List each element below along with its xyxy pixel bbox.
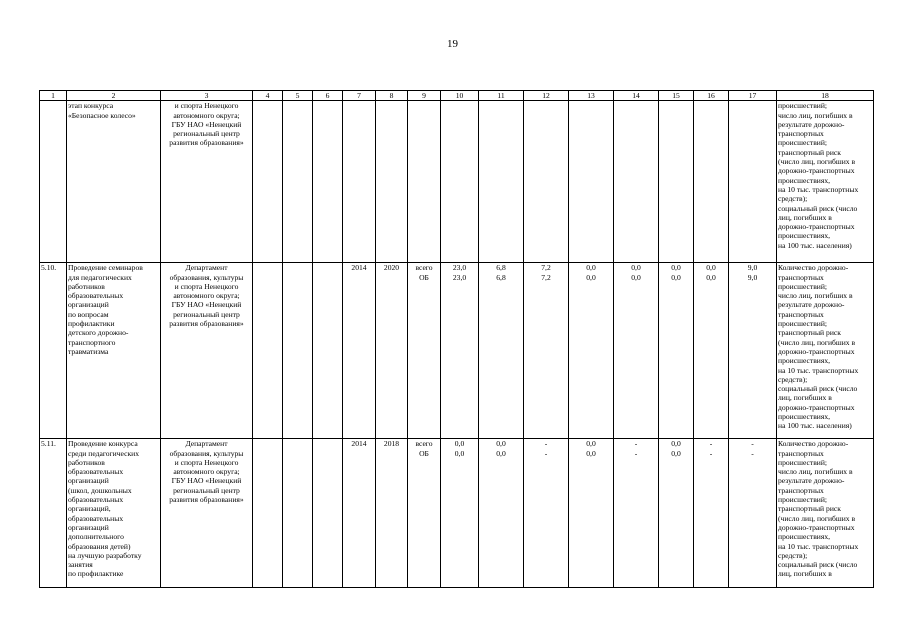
amount-value: 0,0	[454, 448, 465, 458]
empty-cell	[283, 101, 313, 263]
amount-value: 23,0	[452, 263, 467, 273]
amount-value: -	[709, 448, 713, 458]
indicator-line: результате дорожно-	[778, 119, 845, 129]
indicator-line: происшествиях,	[778, 175, 831, 185]
empty-cell	[253, 439, 283, 588]
amount-value: 0,0	[454, 439, 465, 449]
column-header: 17	[729, 91, 777, 101]
measure-name-line: профилактики	[68, 319, 115, 329]
column-header: 13	[569, 91, 614, 101]
executor-line: образования, культуры	[169, 272, 244, 282]
amount-value: 0,0	[631, 272, 641, 282]
measure-name-line: детского дорожно-	[68, 328, 129, 338]
column-header: 8	[376, 91, 408, 101]
amount-cell	[694, 439, 729, 588]
amount-value: 0,0	[671, 448, 681, 458]
amount-cell	[729, 439, 777, 588]
measure-name-line: образовательных	[68, 291, 124, 301]
funding-source	[408, 439, 441, 588]
indicator-line: транспортных	[778, 129, 824, 139]
amount-cell	[569, 101, 614, 263]
amount-value: 0,0	[671, 263, 681, 273]
funding-source	[408, 263, 441, 439]
funding-source	[408, 101, 441, 263]
indicator-line: происшествий;	[778, 101, 828, 111]
amount-cell	[524, 439, 569, 588]
executor	[161, 263, 253, 439]
indicator-line: результате дорожно-	[778, 476, 845, 486]
funding-source-line: ОБ	[419, 272, 429, 282]
indicator-line: транспортных	[778, 272, 824, 282]
indicator-line: транспортных	[778, 448, 824, 458]
measure-name-line: образовательных	[68, 495, 124, 505]
amount-value: -	[634, 439, 638, 449]
amount-cell	[659, 101, 694, 263]
amount-cell	[694, 263, 729, 439]
amount-cell	[441, 263, 479, 439]
executor	[161, 439, 253, 588]
executor-line: развития образования»	[169, 138, 244, 148]
executor-line: развития образования»	[169, 495, 244, 505]
amount-cell	[524, 263, 569, 439]
indicator-line: социальный риск (число	[778, 384, 858, 394]
indicator-line: результате дорожно-	[778, 300, 845, 310]
indicator-line: число лиц, погибших в	[778, 291, 853, 301]
indicators	[777, 439, 874, 588]
column-header: 1	[40, 91, 67, 101]
empty-cell	[313, 101, 343, 263]
executor-line: образования, культуры	[169, 448, 244, 458]
amount-cell	[694, 101, 729, 263]
measure-name-line: образовательных	[68, 513, 124, 523]
empty-cell	[283, 263, 313, 439]
amount-value: -	[709, 439, 713, 449]
table-row	[40, 101, 874, 263]
header-row	[40, 91, 874, 101]
empty-cell	[283, 439, 313, 588]
indicator-line: дорожно-транспортных	[778, 402, 855, 412]
item-number: 5.11.	[40, 439, 67, 588]
empty-cell	[253, 101, 283, 263]
executor-line: ГБУ НАО «Ненецкий	[171, 476, 242, 486]
measure-name-line: образования детей)	[68, 541, 131, 551]
amount-value: -	[544, 439, 548, 449]
empty-cell	[313, 263, 343, 439]
amount-value: -	[751, 439, 754, 449]
amount-value: 0,0	[671, 439, 681, 449]
funding-source-line: всего	[415, 263, 433, 273]
indicator-line: Количество дорожно-	[778, 439, 849, 449]
measure-name-line: на лучшую разработку	[68, 550, 142, 560]
measure-name-line: транспортного	[68, 337, 116, 347]
executor-line: развития образования»	[169, 319, 244, 329]
measure-name-line: работников	[68, 281, 105, 291]
indicator-line: социальный риск (число	[778, 203, 858, 213]
amount-value: 7,2	[541, 263, 551, 273]
indicators	[777, 263, 874, 439]
measure-name-line: этап конкурса	[68, 101, 114, 111]
measure-name-line: по профилактике	[68, 569, 124, 579]
measure-name-line: организаций	[68, 300, 109, 310]
indicator-line: (число лиц, погибших в	[778, 513, 856, 523]
measure-name-line: травматизма	[68, 346, 109, 356]
indicator-line: дорожно-транспортных	[778, 346, 855, 356]
column-header: 5	[283, 91, 313, 101]
indicator-line: происшествиях,	[778, 532, 831, 542]
table-row	[40, 439, 874, 588]
end-year	[376, 101, 408, 263]
executor-line: и спорта Ненецкого	[174, 457, 239, 467]
column-header: 2	[67, 91, 161, 101]
empty-cell	[313, 439, 343, 588]
amount-value: 0,0	[586, 263, 596, 273]
column-header: 3	[161, 91, 253, 101]
amount-cell	[729, 263, 777, 439]
amount-value: 6,8	[496, 263, 506, 273]
amount-cell	[479, 439, 524, 588]
page-number: 19	[447, 38, 458, 50]
amount-value: 9,0	[747, 263, 758, 273]
indicator-line: на 100 тыс. населения)	[778, 240, 852, 250]
column-header: 14	[614, 91, 659, 101]
indicator-line: происшествий;	[778, 457, 828, 467]
executor	[161, 101, 253, 263]
measure-name-line: (школ, дошкольных	[68, 485, 132, 495]
indicator-line: дорожно-транспортных	[778, 166, 855, 176]
indicator-line: происшествиях,	[778, 231, 831, 241]
program-table	[39, 90, 874, 588]
amount-cell	[479, 263, 524, 439]
start-year	[343, 101, 376, 263]
measure-name-line: среди педагогических	[68, 448, 140, 458]
executor-line: региональный центр	[173, 309, 240, 319]
indicator-line: происшествий;	[778, 495, 828, 505]
amount-value: 0,0	[671, 272, 681, 282]
executor-line: региональный центр	[173, 129, 240, 139]
measure-name-line: «Безопасное колесо»	[68, 110, 136, 120]
amount-value: 0,0	[586, 448, 596, 458]
indicator-line: транспортный риск	[778, 504, 841, 514]
column-header: 11	[479, 91, 524, 101]
indicator-line: транспортный риск	[778, 328, 841, 338]
indicator-line: происшествий;	[778, 319, 828, 329]
empty-cell	[253, 263, 283, 439]
indicator-line: лиц, погибших в	[778, 569, 832, 579]
measure-name-line: дополнительного	[68, 532, 124, 542]
amount-value: 0,0	[706, 263, 716, 273]
measure-name	[67, 101, 161, 263]
amount-value: 23,0	[452, 272, 467, 282]
indicator-line: на 10 тыс. транспортных	[778, 365, 859, 375]
indicator-line: средств);	[778, 374, 808, 384]
amount-cell	[614, 263, 659, 439]
measure-name-line: для педагогических	[68, 272, 132, 282]
amount-cell	[441, 439, 479, 588]
end-year: 2020	[376, 263, 408, 439]
measure-name-line: по вопросам	[68, 309, 109, 319]
indicator-line: дорожно-транспортных	[778, 522, 855, 532]
amount-value: 0,0	[496, 448, 506, 458]
end-year: 2018	[376, 439, 408, 588]
column-header: 15	[659, 91, 694, 101]
executor-line: автономного округа;	[173, 467, 240, 477]
indicator-line: (число лиц, погибших в	[778, 157, 856, 167]
indicator-line: транспортных	[778, 485, 824, 495]
executor-line: Департамент	[185, 263, 228, 273]
item-number	[40, 101, 67, 263]
executor-line: и спорта Ненецкого	[174, 281, 239, 291]
measure-name-line: образовательных	[68, 467, 124, 477]
executor-line: и спорта Ненецкого	[174, 101, 239, 111]
executor-line: автономного округа;	[173, 291, 240, 301]
measure-name-line: Проведение семинаров	[68, 263, 143, 273]
indicator-line: на 100 тыс. населения)	[778, 421, 852, 431]
executor-line: региональный центр	[173, 485, 240, 495]
executor-line: ГБУ НАО «Ненецкий	[171, 300, 242, 310]
measure-name-line: организаций,	[68, 504, 111, 514]
table-row	[40, 263, 874, 439]
measure-name-line: Проведение конкурса	[68, 439, 138, 449]
amount-cell	[659, 263, 694, 439]
measure-name	[67, 439, 161, 588]
amount-value: 9,0	[747, 272, 758, 282]
column-header: 10	[441, 91, 479, 101]
amount-value: -	[634, 448, 638, 458]
indicator-line: происшествий;	[778, 281, 828, 291]
funding-source-line: всего	[415, 439, 433, 449]
column-header: 6	[313, 91, 343, 101]
indicator-line: Количество дорожно-	[778, 263, 849, 273]
measure-name-line: работников	[68, 457, 105, 467]
executor-line: Департамент	[185, 439, 228, 449]
amount-cell	[524, 101, 569, 263]
amount-value: 6,8	[496, 272, 506, 282]
indicator-line: социальный риск (число	[778, 560, 858, 570]
indicator-line: средств);	[778, 194, 808, 204]
amount-value: 0,0	[631, 263, 641, 273]
amount-cell	[729, 101, 777, 263]
amount-value: -	[544, 448, 548, 458]
column-header: 9	[408, 91, 441, 101]
column-header: 4	[253, 91, 283, 101]
indicator-line: (число лиц, погибших в	[778, 337, 856, 347]
measure-name-line: организаций	[68, 476, 109, 486]
funding-source-line: ОБ	[419, 448, 429, 458]
indicator-line: лиц, погибших в	[778, 393, 832, 403]
indicator-line: происшествий;	[778, 138, 828, 148]
indicator-line: происшествиях,	[778, 412, 831, 422]
indicator-line: на 10 тыс. транспортных	[778, 541, 859, 551]
amount-value: 7,2	[541, 272, 551, 282]
indicators	[777, 101, 874, 263]
column-header: 12	[524, 91, 569, 101]
amount-cell	[569, 263, 614, 439]
indicator-line: на 10 тыс. транспортных	[778, 184, 859, 194]
amount-cell	[441, 101, 479, 263]
amount-cell	[614, 439, 659, 588]
measure-name	[67, 263, 161, 439]
indicator-line: число лиц, погибших в	[778, 110, 853, 120]
amount-cell	[479, 101, 524, 263]
start-year: 2014	[343, 439, 376, 588]
indicator-line: транспортный риск	[778, 147, 841, 157]
measure-name-line: занятия	[68, 560, 93, 570]
indicator-line: число лиц, погибших в	[778, 467, 853, 477]
column-header: 18	[777, 91, 874, 101]
measure-name-line: организаций	[68, 522, 109, 532]
column-header: 7	[343, 91, 376, 101]
amount-value: 0,0	[706, 272, 716, 282]
executor-line: ГБУ НАО «Ненецкий	[171, 119, 242, 129]
executor-line: автономного округа;	[173, 110, 240, 120]
amount-value: 0,0	[586, 272, 596, 282]
indicator-line: транспортных	[778, 309, 824, 319]
amount-cell	[659, 439, 694, 588]
amount-value: -	[751, 448, 754, 458]
amount-cell	[614, 101, 659, 263]
indicator-line: дорожно-транспортных	[778, 222, 855, 232]
indicator-line: средств);	[778, 550, 808, 560]
indicator-line: происшествиях,	[778, 356, 831, 366]
column-header: 16	[694, 91, 729, 101]
item-number: 5.10.	[40, 263, 67, 439]
start-year: 2014	[343, 263, 376, 439]
amount-value: 0,0	[586, 439, 596, 449]
indicator-line: лиц, погибших в	[778, 212, 832, 222]
amount-value: 0,0	[496, 439, 506, 449]
amount-cell	[569, 439, 614, 588]
